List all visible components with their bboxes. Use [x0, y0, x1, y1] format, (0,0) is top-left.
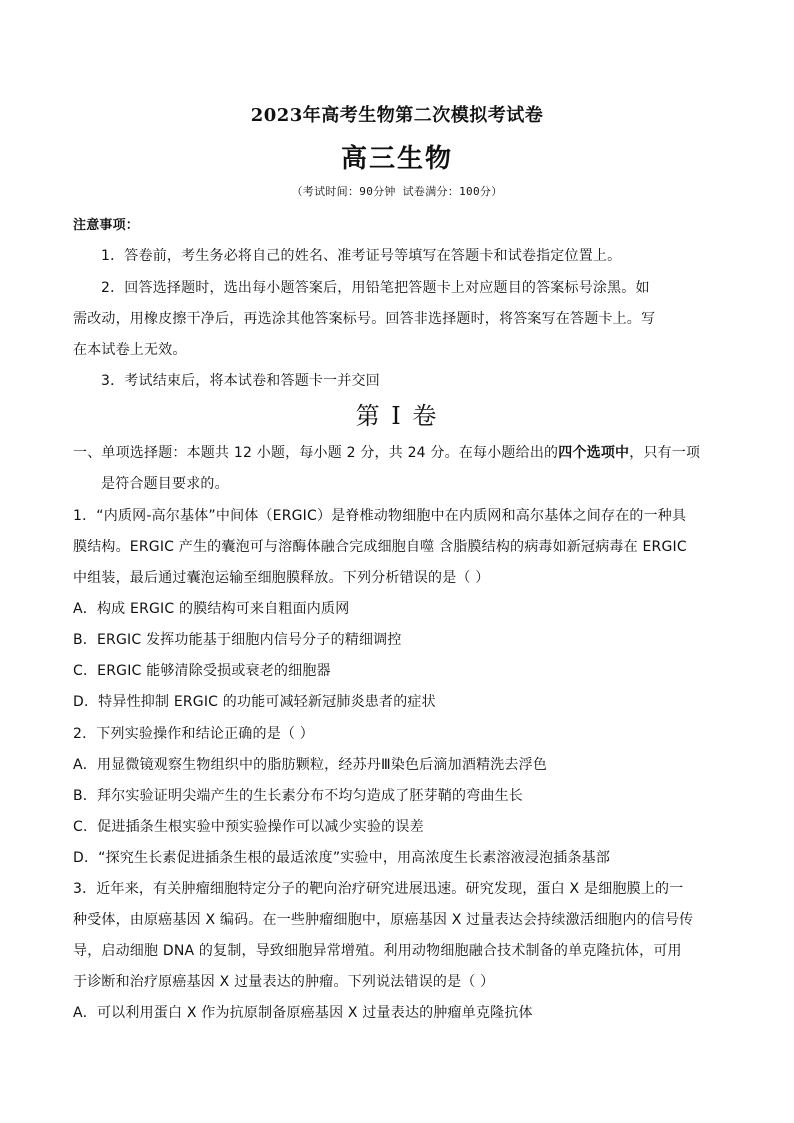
notice-heading: 注意事项： [73, 218, 140, 233]
q1-stem-line-2: 膜结构。ERGIC 产生的囊泡可与溶酶体融合完成细胞自噬 含脂膜结构的病毒如新冠病毒在 ERGIC [73, 539, 687, 555]
section-heading-prefix: 一、单项选择题：本题共 12 小题，每小题 2 分，共 24 分。在每小题给出的 [73, 445, 559, 461]
section-heading-line-2: 是符合题目要求的。 [101, 476, 229, 492]
exam-info: （考试时间：90分钟 试卷满分：100分） [291, 185, 503, 198]
q1-option-b: B．ERGIC 发挥功能基于细胞内信号分子的精细调控 [73, 632, 402, 648]
section-heading-emphasis: 四个选项中 [558, 445, 630, 461]
q1-stem-line-1: 1．“内质网-高尔基体”中间体（ERGIC）是脊椎动物细胞中在内质网和高尔基体之间存在的一种具 [73, 508, 687, 524]
q1-option-c: C．ERGIC 能够清除受损或衰老的细胞器 [73, 663, 331, 679]
q3-option-a: A．可以利用蛋白 X 作为抗原制备原癌基因 X 过量表达的肿瘤单克隆抗体 [73, 1005, 533, 1021]
subject-title: 高三生物 [340, 144, 453, 174]
section-heading-line-1 [73, 443, 713, 463]
section-heading-suffix: ，只有一项 [629, 445, 701, 461]
notice-item-2-line-3: 在本试卷上无效。 [73, 342, 187, 358]
q3-stem-line-3: 导，启动细胞 DNA 的复制，导致细胞异常增殖。利用动物细胞融合技术制备的单克隆抗体，可用 [73, 943, 682, 959]
q2-option-c: C．促进插条生根实验中预实验操作可以减少实验的误差 [73, 819, 424, 835]
notice-item-2-line-1: 2．回答选择题时，选出每小题答案后，用铅笔把答题卡上对应题目的答案标号涂黑。如 [101, 280, 650, 296]
q1-stem-line-3: 中组装，最后通过囊泡运输至细胞膜释放。下列分析错误的是（ ） [73, 570, 490, 586]
q3-stem-line-4: 于诊断和治疗原癌基因 X 过量表达的肿瘤。下列说法错误的是（ ） [73, 974, 495, 990]
exam-title: 2023年高考生物第二次模拟考试卷 [250, 105, 544, 126]
q2-stem: 2．下列实验操作和结论正确的是（ ） [73, 726, 314, 742]
q3-stem-line-2: 种受体，由原癌基因 X 编码。在一些肿瘤细胞中，原癌基因 X 过量表达会持续激活细胞内的信号传 [73, 912, 694, 928]
notice-item-2-line-2: 需改动，用橡皮擦干净后，再选涂其他答案标号。回答非选择题时，将答案写在答题卡上。写 [73, 311, 656, 327]
q2-option-b: B．拜尔实验证明尖端产生的生长素分布不均匀造成了胚芽鞘的弯曲生长 [73, 788, 524, 804]
q1-option-d: D．特异性抑制 ERGIC 的功能可减轻新冠肺炎患者的症状 [73, 694, 436, 710]
notice-item-1: 1．答卷前，考生务必将自己的姓名、准考证号等填写在答题卡和试卷指定位置上。 [101, 248, 622, 264]
q2-option-a: A．用显微镜观察生物组织中的脂肪颗粒，经苏丹Ⅲ染色后滴加酒精洗去浮色 [73, 757, 548, 773]
q3-stem-line-1: 3．近年来，有关肿瘤细胞特定分子的靶向治疗研究进展迅速。研究发现，蛋白 X 是细胞膜上的一 [73, 881, 684, 897]
q2-option-d: D．“探究生长素促进插条生根的最适浓度”实验中，用高浓度生长素溶液浸泡插条基部 [73, 850, 611, 866]
part-title: 第 I 卷 [355, 402, 439, 430]
q1-option-a: A．构成 ERGIC 的膜结构可来自粗面内质网 [73, 601, 350, 617]
notice-item-3: 3．考试结束后，将本试卷和答题卡一并交回 [101, 373, 380, 389]
